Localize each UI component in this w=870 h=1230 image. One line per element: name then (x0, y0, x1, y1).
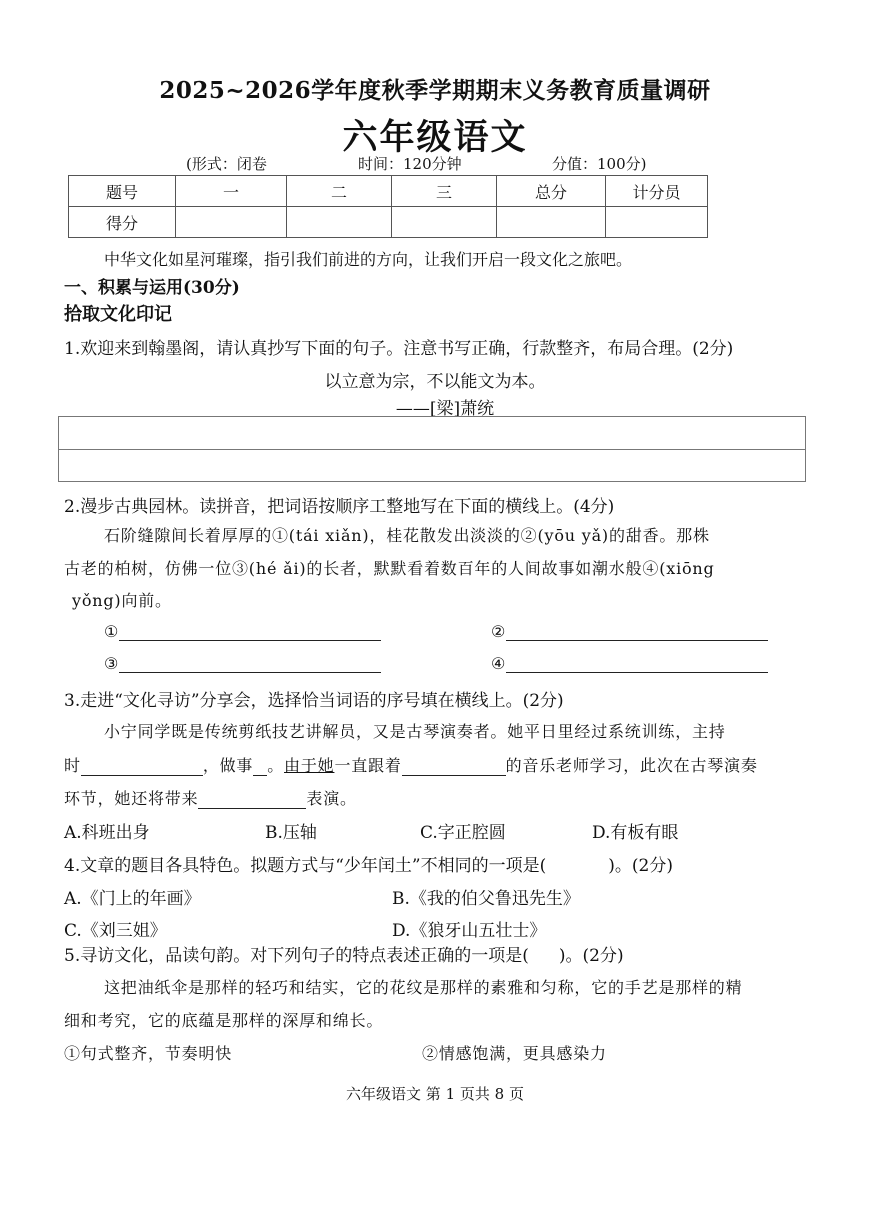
score-cell: 总分 (497, 176, 606, 207)
fill-blank[interactable] (253, 757, 267, 776)
score-table-score-row (69, 207, 708, 238)
option-a: A.科班出身 (64, 823, 150, 843)
exam-time: 时间：120分钟 (358, 155, 462, 173)
answer-blank[interactable] (506, 622, 768, 641)
question-2-line: 古老的柏树，仿佛一位③(hé ǎi)的长者，默默看着数百年的人间故事如潮水般④(xiōng (64, 559, 715, 578)
intro-text: 中华文化如星河璀璨，指引我们前进的方向，让我们开启一段文化之旅吧。 (104, 250, 633, 269)
score-cell: 二 (287, 176, 392, 207)
question-5-stem-end: )。(2分) (558, 946, 624, 966)
exam-score: 分值：100分) (552, 155, 647, 173)
question-4-stem (64, 851, 673, 876)
option-c: C.字正腔圆 (420, 823, 506, 843)
score-cell: 三 (392, 176, 497, 207)
page-footer: 六年级语文 第 1 页共 8 页 (346, 1085, 524, 1103)
statement-1: ①句式整齐，节奏明快 (64, 1044, 233, 1063)
score-cell: 得分 (69, 207, 176, 238)
score-input-cell[interactable] (176, 207, 287, 238)
fill-blank[interactable] (81, 757, 203, 776)
answer-blank[interactable] (119, 654, 381, 673)
answer-line-4 (491, 654, 768, 673)
question-1-source: ——[梁]萧统 (395, 399, 495, 419)
question-3-line: 小宁同学既是传统剪纸技艺讲解员，又是古琴演奏者。她平日里经过系统训练，主持 (104, 722, 726, 741)
answer-label: ④ (491, 654, 507, 673)
answer-label: ③ (104, 654, 120, 673)
fill-blank[interactable] (402, 757, 506, 776)
option-a: A.《门上的年画》 (64, 889, 201, 909)
question-3-line (64, 786, 357, 809)
answer-blank[interactable] (119, 622, 381, 641)
answer-label: ① (104, 622, 120, 641)
subsection-heading: 拾取文化印记 (64, 304, 172, 325)
question-2-line: yǒng)向前。 (72, 591, 172, 610)
score-cell: 题号 (69, 176, 176, 207)
question-2-stem: 2.漫步古典园林。读拼音，把词语按顺序工整地写在下面的横线上。(4分) (64, 497, 615, 517)
score-table (68, 175, 708, 238)
question-4-stem-text: 4.文章的题目各具特色。拟题方式与“少年闰土”不相同的一项是( (64, 856, 547, 876)
question-2-line: 石阶缝隙间长着厚厚的①(tái xiǎn)，桂花散发出淡淡的②(yōu yǎ)的甜香。那株 (104, 526, 710, 545)
option-d: D.《狼牙山五壮士》 (392, 921, 547, 941)
score-table-header-row (69, 176, 708, 207)
option-c: C.《刘三姐》 (64, 921, 167, 941)
answer-label: ② (491, 622, 507, 641)
answer-blank[interactable] (506, 654, 768, 673)
score-cell: 计分员 (606, 176, 708, 207)
copy-writing-box[interactable] (58, 416, 806, 482)
score-input-cell[interactable] (606, 207, 708, 238)
option-b: B.《我的伯父鲁迅先生》 (392, 889, 580, 909)
option-b: B.压轴 (265, 823, 317, 843)
question-1-quote: 以立意为宗，不以能文为本。 (324, 372, 546, 392)
underlined-phrase: 由于她 (284, 756, 335, 775)
exam-title: 2025~2026学年度秋季学期期末义务教育质量调研 (159, 77, 711, 104)
subject-title: 六年级语文 (342, 117, 528, 158)
question-5-line: 这把油纸伞是那样的轻巧和结实，它的花纹是那样的素雅和匀称，它的手艺是那样的精 (104, 978, 743, 997)
text-fragment: 表演。 (306, 789, 357, 808)
answer-line-3 (104, 654, 381, 673)
option-d: D.有板有眼 (592, 823, 679, 843)
score-input-cell[interactable] (497, 207, 606, 238)
question-5-stem-text: 5.寻访文化，品读句韵。对下列句子的特点表述正确的一项是( (64, 946, 529, 966)
text-fragment: ，做事 (202, 756, 254, 775)
answer-line-2 (491, 622, 768, 641)
question-1-stem: 1.欢迎来到翰墨阁，请认真抄写下面的句子。注意书写正确，行款整齐，布局合理。(2分) (64, 339, 734, 359)
question-3-line (64, 753, 758, 776)
text-fragment: 环节，她还将带来 (64, 789, 199, 808)
answer-line-1 (104, 622, 381, 641)
text-fragment: 的音乐老师学习，此次在古琴演奏 (505, 756, 758, 775)
question-5-stem (64, 941, 624, 966)
score-cell: 一 (176, 176, 287, 207)
text-fragment: 一直跟着 (334, 756, 402, 775)
statement-2: ②情感饱满，更具感染力 (422, 1044, 607, 1063)
question-4-stem-end: )。(2分) (608, 856, 673, 876)
section-heading: 一、积累与运用(30分) (64, 278, 240, 298)
question-5-line: 细和考究，它的底蕴是那样的深厚和绵长。 (64, 1011, 384, 1030)
score-input-cell[interactable] (392, 207, 497, 238)
exam-form: (形式：闭卷 (186, 155, 267, 173)
writing-box-divider (59, 449, 805, 450)
question-3-stem: 3.走进“文化寻访”分享会，选择恰当词语的序号填在横线上。(2分) (64, 691, 564, 711)
text-fragment: 。 (267, 756, 285, 775)
text-fragment: 时 (64, 756, 81, 775)
score-input-cell[interactable] (287, 207, 392, 238)
fill-blank[interactable] (198, 790, 306, 809)
